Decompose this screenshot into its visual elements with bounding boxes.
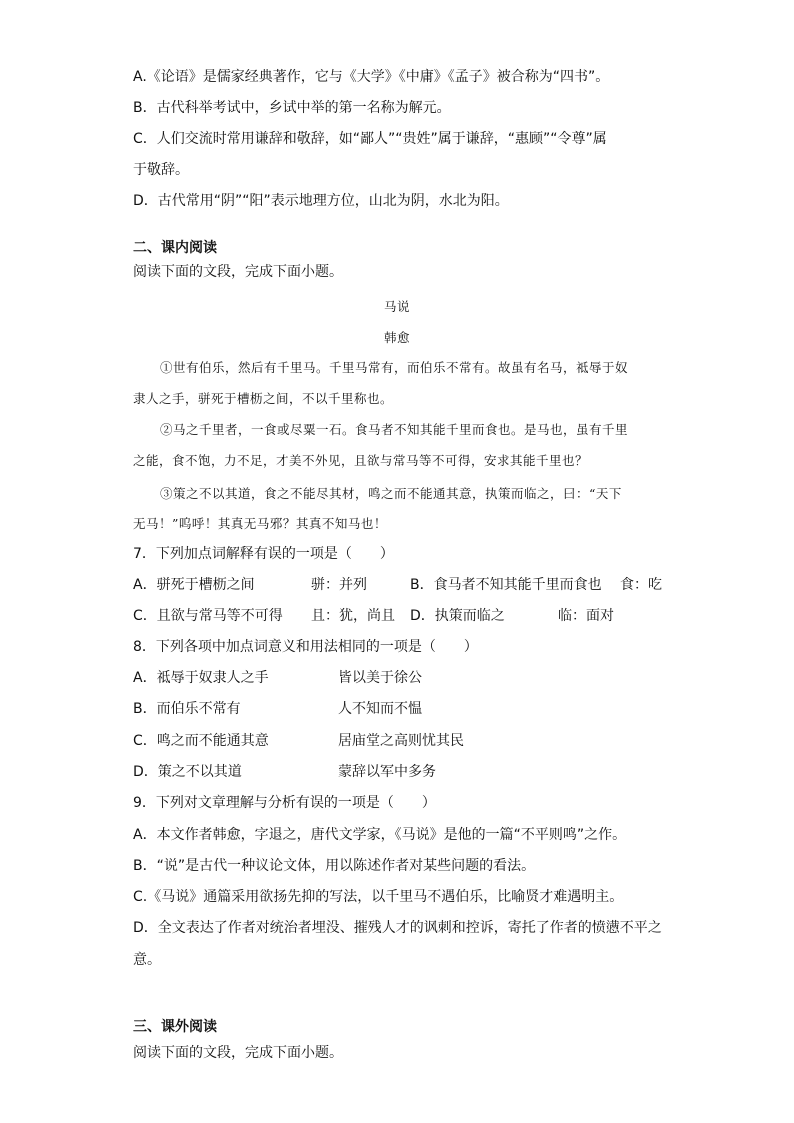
q8-stem: 8．下列各项中加点词意义和用法相同的一项是（ ） [133, 639, 478, 655]
q9-option-d-line1: D．全文表达了作者对统治者埋没、摧残人才的讽刺和控诉，寄托了作者的愤懑不平之 [133, 920, 662, 936]
q7-option-b-note: 食：吃 [620, 577, 662, 593]
passage-p3-line2: 无马！”呜呼！其真无马邪？其真不知马也！ [133, 516, 387, 531]
passage-p2-line1: ②马之千里者，一食或尽粟一石。食马者不知其能千里而食也。是马也，虽有千里 [160, 422, 629, 437]
section2-heading: 二、课内阅读 [133, 240, 217, 256]
section3-instruction: 阅读下面的文段，完成下面小题。 [133, 1045, 343, 1061]
q8-option-c: C．鸣之而不能通其意 [133, 733, 269, 749]
q7-option-a-note: 骈：并列 [311, 577, 367, 593]
q8-option-a: A．祗辱于奴隶人之手 [133, 670, 269, 686]
passage-p2-line2: 之能，食不饱，力不足，才美不外见，且欲与常马等不可得，安求其能千里也？ [133, 453, 589, 468]
q7-option-a: A．骈死于槽枥之间 [133, 577, 255, 593]
q8-option-b: B．而伯乐不常有 [133, 701, 241, 717]
q9-option-a: A．本文作者韩愈，字退之，唐代文学家，《马说》是他的一篇“不平则鸣”之作。 [133, 827, 627, 843]
q8-option-d-pair: 蒙辞以军中多务 [338, 764, 436, 780]
q9-stem: 9．下列对文章理解与分析有误的一项是（ ） [133, 795, 436, 811]
q7-option-b: B．食马者不知其能千里而食也 [410, 577, 602, 593]
q6-option-a: A.《论语》是儒家经典著作，它与《大学》《中庸》《孟子》被合称为“四书”。 [133, 69, 610, 85]
passage-author: 韩愈 [383, 330, 410, 345]
q8-option-d: D．策之不以其道 [133, 764, 242, 780]
q7-option-c: C．且欲与常马等不可得 [133, 608, 283, 624]
passage-p1-line2: 隶人之手，骈死于槽枥之间，不以千里称也。 [133, 391, 394, 406]
q9-option-c: C.《马说》通篇采用欲扬先抑的写法，以千里马不遇伯乐，比喻贤才难遇明主。 [133, 889, 624, 905]
q7-option-d-note: 临：面对 [558, 608, 614, 624]
q9-option-b: B．“说”是古代一种议论文体，用以陈述作者对某些问题的看法。 [133, 858, 536, 874]
q7-option-d: D．执策而临之 [410, 608, 505, 624]
passage-p3-line1: ③策之不以其道，食之不能尽其材，鸣之而不能通其意，执策而临之，曰：“天下 [160, 486, 622, 501]
q8-option-a-pair: 皆以美于徐公 [338, 670, 422, 686]
q8-option-b-pair: 人不知而不愠 [338, 701, 422, 717]
q7-stem: 7．下列加点词解释有误的一项是（ ） [133, 546, 394, 562]
section3-heading: 三、课外阅读 [133, 1019, 217, 1035]
q6-option-c-line2: 于敬辞。 [133, 162, 189, 178]
passage-p1-line1: ①世有伯乐，然后有千里马。千里马常有，而伯乐不常有。故虽有名马，祗辱于奴 [160, 360, 629, 375]
q6-option-c-line1: C．人们交流时常用谦辞和敬辞，如“鄙人”“贵姓”属于谦辞，“惠顾”“令尊”属 [133, 131, 607, 147]
q7-option-c-note: 且：犹，尚且 [311, 608, 395, 624]
passage-title: 马说 [383, 299, 410, 314]
q8-option-c-pair: 居庙堂之高则忧其民 [338, 733, 464, 749]
q9-option-d-line2: 意。 [133, 952, 161, 968]
q6-option-b: B．古代科举考试中，乡试中举的第一名称为解元。 [133, 100, 451, 116]
q6-option-d: D．古代常用“阴”“阳”表示地理方位，山北为阴，水北为阳。 [133, 193, 509, 209]
section2-instruction: 阅读下面的文段，完成下面小题。 [133, 264, 343, 280]
